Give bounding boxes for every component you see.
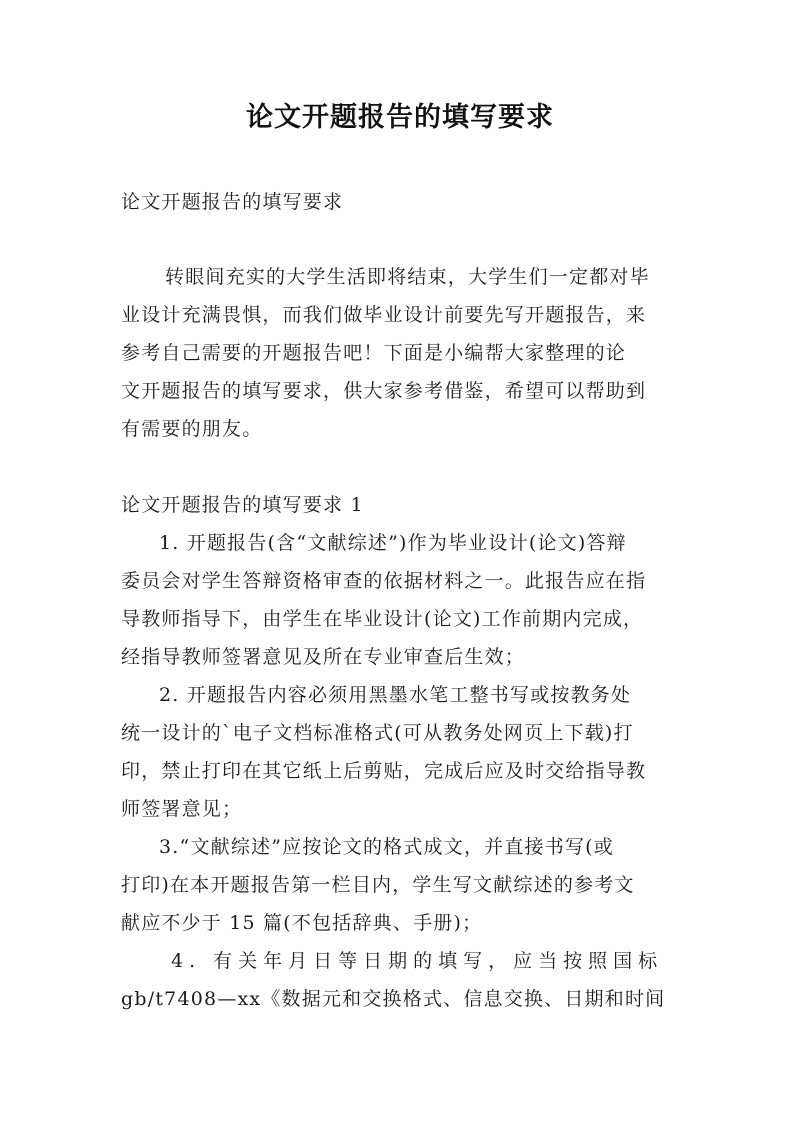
requirements-section (121, 486, 680, 1018)
intro-paragraph (121, 258, 680, 448)
item-4-line: gb/t7408—xx《数据元和交换格式、信息交换、日期和时间 (121, 988, 666, 1010)
item-3-line: 3.“文献综述”应按论文的格式成文，并直接书写(或 (159, 836, 614, 858)
document-subtitle: 论文开题报告的填写要求 (121, 191, 344, 213)
item-2-line: 2. 开题报告内容必须用黑墨水笔工整书写或按教务处 (159, 684, 632, 706)
page-title: 论文开题报告的填写要求 (246, 102, 554, 133)
intro-line: 文开题报告的填写要求，供大家参考借鉴，希望可以帮助到 (121, 380, 647, 402)
intro-line: 参考自己需要的开题报告吧！下面是小编帮大家整理的论 (121, 342, 627, 364)
section-heading: 论文开题报告的填写要求 1 (121, 494, 364, 516)
item-1-line: 导教师指导下，由学生在毕业设计(论文)工作前期内完成， (121, 608, 644, 630)
intro-line: 有需要的朋友。 (121, 418, 263, 440)
item-1-line: 1. 开题报告(含“文献综述”)作为毕业设计(论文)答辩 (159, 532, 627, 554)
item-4-line: 4. 有关年月日等日期的填写，应当按照国标 (171, 950, 664, 972)
item-1-line: 经指导教师签署意见及所在专业审查后生效； (121, 646, 526, 668)
item-1-line: 委员会对学生答辩资格审查的依据材料之一。此报告应在指 (121, 570, 647, 592)
intro-line: 业设计充满畏惧，而我们做毕业设计前要先写开题报告，来 (121, 304, 647, 326)
intro-line: 转眼间充实的大学生活即将结束，大学生们一定都对毕 (165, 266, 650, 288)
item-3-line: 献应不少于 15 篇(不包括辞典、手册)； (121, 912, 483, 934)
item-3-line: 打印)在本开题报告第一栏目内，学生写文献综述的参考文 (121, 874, 635, 896)
item-2-line: 师签署意见； (121, 798, 243, 820)
item-2-line: 印，禁止打印在其它纸上后剪贴，完成后应及时交给指导教 (121, 760, 647, 782)
item-2-line: 统一设计的`电子文档标准格式(可从教务处网页上下载)打 (121, 722, 634, 744)
